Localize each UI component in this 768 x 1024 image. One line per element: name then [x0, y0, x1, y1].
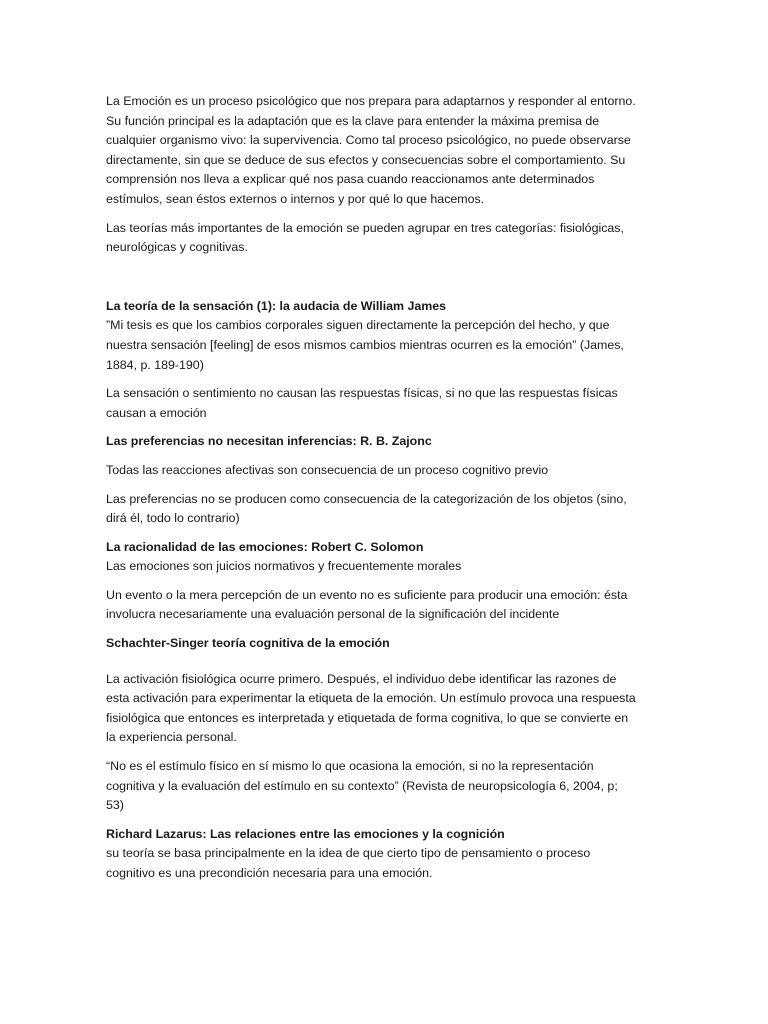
- intro-categories-paragraph: Las teorías más importantes de la emoción se pueden agrupar en tres categorías: fisiológicas, neurológicas y cognitivas.: [106, 220, 624, 255]
- lazarus-line: su teoría se basa principalmente en la idea de que cierto tipo de pensamiento o proceso cognitivo es una precondición necesaria para una emoción.: [106, 846, 591, 880]
- james-quote: ”Mi tesis es que los cambios corporales siguen directamente la percepción del hecho, y que nuestra sensación [feeling] de esos mismos cambios mientras ocurren es la emoción” (James, 1884, p. 189-190): [106, 318, 624, 372]
- lazarus-heading: Richard Lazarus: Las relaciones entre las emociones y la cognición: [106, 826, 505, 841]
- solomon-line: Las emociones son juicios normativos y frecuentemente morales: [106, 559, 462, 574]
- schachter-heading: Schachter-Singer teoría cognitiva de la emoción: [106, 636, 390, 651]
- zajonc-paragraph-1: Todas las reacciones afectivas son consecuencia de un proceso cognitivo previo: [106, 462, 549, 477]
- section-lazarus: [106, 825, 636, 884]
- solomon-heading: La racionalidad de las emociones: Robert C. Solomon: [106, 539, 424, 554]
- zajonc-paragraph-2: Las preferencias no se producen como consecuencia de la categorización de los objetos (sino, dirá él, todo lo contrario): [106, 491, 627, 526]
- solomon-paragraph: Un evento o la mera percepción de un evento no es suficiente para producir una emoción: ésta involucra necesariamente una evaluación personal de la significación del incidente: [106, 587, 628, 622]
- schachter-quote: “No es el estímulo físico en sí mismo lo que ocasiona la emoción, si no la representación cognitiva y la evaluación del estímulo en su contexto” (Revista de neuropsicología 6, 2004, p; 53): [106, 759, 618, 813]
- section-james: [106, 297, 636, 375]
- document-body: [106, 92, 636, 884]
- james-heading: La teoría de la sensación (1): la audacia de William James: [106, 298, 447, 313]
- james-summary: La sensación o sentimiento no causan las respuestas físicas, si no que las respuestas físicas causan a emoción: [106, 386, 618, 420]
- schachter-paragraph: La activación fisiológica ocurre primero. Después, el individuo debe identificar las razones de esta activación para experimentar la etiqueta de la emoción. Un estímulo provoca una respuesta fisiológica que entonces es interpretada y etiquetada de forma cognitiva, lo que se convierte en la experiencia personal.: [106, 671, 636, 745]
- section-solomon: [106, 538, 636, 577]
- intro-paragraph: La Emoción es un proceso psicológico que nos prepara para adaptarnos y responder al entorno. Su función principal es la adaptación que es la clave para entender la máxima premisa de cualquier organismo vivo: la supervivencia. Como tal proceso psicológico, no puede observarse directamente, sin que se deduce de sus efectos y consecuencias sobre el comportamiento. Su comprensión nos lleva a explicar qué nos pasa cuando reaccionamos ante determinados estímulos, sean éstos externos o internos y por qué lo que hacemos.: [106, 94, 636, 206]
- zajonc-heading: Las preferencias no necesitan inferencias: R. B. Zajonc: [106, 434, 432, 449]
